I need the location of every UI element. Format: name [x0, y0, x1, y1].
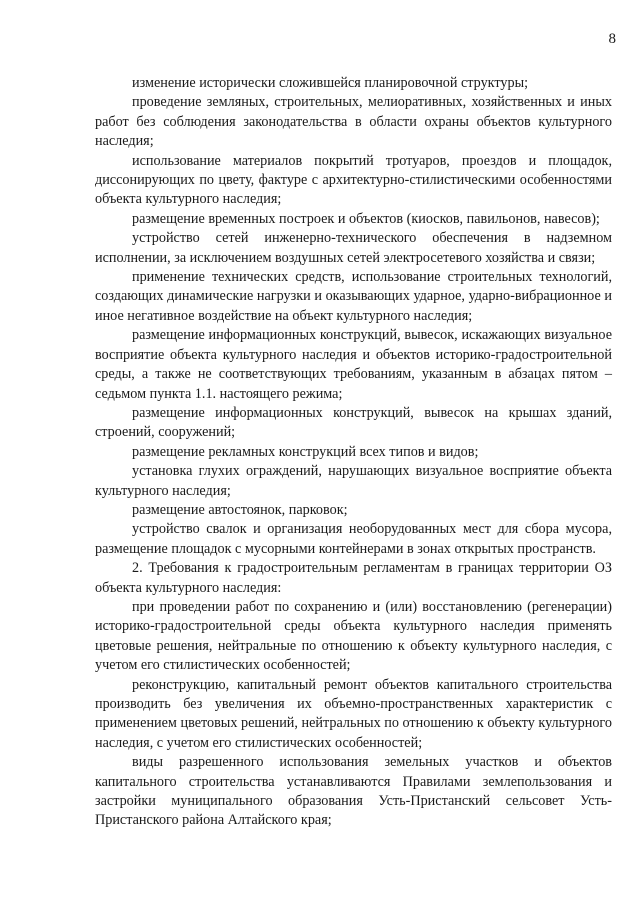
paragraph: использование материалов покрытий тротуаров, проездов и площадок, диссонирующих по цвету, фактуре с архитектурно-стилистическими особенностями объекта культурного наследия;: [95, 152, 612, 208]
paragraph: размещение информационных конструкций, вывесок на крышах зданий, строений, сооружений;: [95, 404, 612, 441]
section-heading: 2. Требования к градостроительным регламентам в границах территории ОЗ объекта культурного наследия:: [95, 560, 612, 596]
paragraph: размещение рекламных конструкций всех типов и видов;: [132, 443, 479, 460]
paragraph: размещение временных построек и объектов (киосков, павильонов, навесов);: [132, 210, 600, 227]
paragraph: реконструкцию, капитальный ремонт объектов капитального строительства производить без увеличения их объемно-пространственных характеристик с применением цветовых решений, нейтральных по отношению к объекту культурного наследия, с учетом его стилистических особенностей;: [95, 676, 612, 751]
paragraph: устройство свалок и организация необорудованных мест для сбора мусора, размещение площадок с мусорными контейнерами в зонах открытых пространств.: [95, 521, 612, 557]
paragraph: размещение автостоянок, парковок;: [132, 501, 348, 518]
paragraph: устройство сетей инженерно-технического обеспечения в надземном исполнении, за исключением воздушных сетей электросетевого хозяйства и связи;: [95, 230, 612, 266]
paragraph: проведение земляных, строительных, мелиоративных, хозяйственных и иных работ без соблюдения законодательства в области охраны объектов культурного наследия;: [95, 94, 612, 150]
paragraph: размещение информационных конструкций, вывесок, искажающих визуальное восприятие объекта культурного наследия и объектов историко-градостроительной среды, а также не соответствующих требованиям, указанным в абзацах пятом – седьмом пункта 1.1. настоящего режима;: [95, 327, 612, 402]
paragraph: изменение исторически сложившейся планировочной структуры;: [132, 75, 529, 91]
page-number: 8: [608, 31, 616, 47]
paragraph: при проведении работ по сохранению и (или) восстановлению (регенерации) историко-градостроительной среды объекта культурного наследия применять цветовые решения, нейтральные по отношению к объекту культурного наследия, с учетом его стилистических особенностей;: [95, 598, 612, 674]
paragraph: установка глухих ограждений, нарушающих визуальное восприятие объекта культурного наследия;: [95, 463, 612, 499]
paragraph: применение технических средств, использование строительных технологий, создающих динамические нагрузки и оказывающих ударное, ударно-вибрационное и иное негативное воздействие на объект культурного наследия;: [95, 269, 612, 324]
paragraph: виды разрешенного использования земельных участков и объектов капитального строительства устанавливаются Правилами землепользования и застройки муниципального образования Усть-Пристанский сельсовет Усть-Пристанского района Алтайского края;: [95, 754, 612, 829]
document-body: [95, 74, 612, 831]
